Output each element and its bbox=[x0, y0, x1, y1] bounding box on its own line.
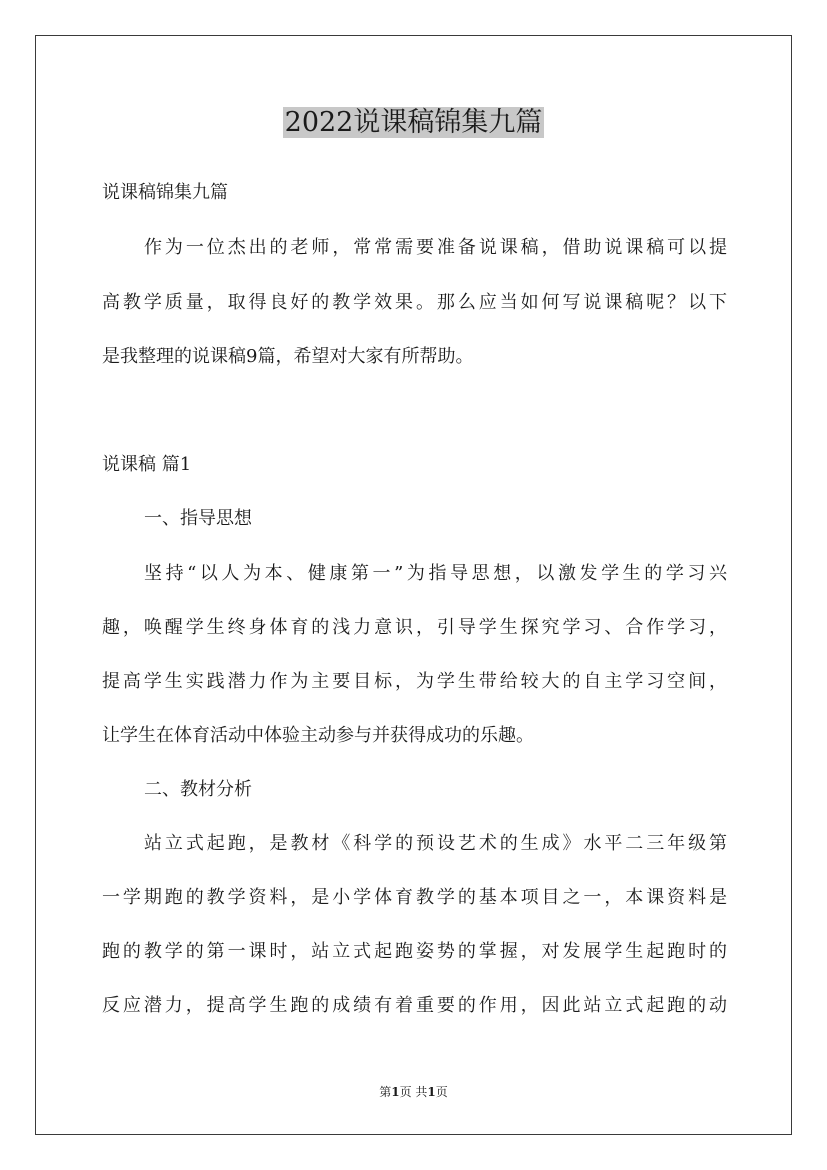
paragraph-line: 让学生在体育活动中体验主动参与并获得成功的乐趣。 bbox=[102, 725, 534, 746]
part-heading: 二、教材分析 bbox=[144, 779, 252, 800]
intro-line: 高教学质量，取得良好的教学效果。那么应当如何写说课稿呢？以下 bbox=[102, 292, 727, 313]
footer-prefix: 第 bbox=[379, 1085, 392, 1099]
page-footer bbox=[0, 1084, 827, 1100]
paragraph-line: 站立式起跑，是教材《科学的预设艺术的生成》水平二三年级第 bbox=[144, 833, 727, 854]
intro-line: 是我整理的说课稿9篇，希望对大家有所帮助。 bbox=[102, 346, 474, 367]
section-heading: 说课稿 篇1 bbox=[102, 454, 192, 475]
paragraph-line: 反应潜力，提高学生跑的成绩有着重要的作用，因此站立式起跑的动 bbox=[102, 995, 727, 1016]
paragraph-line: 趣，唤醒学生终身体育的浅力意识，引导学生探究学习、合作学习， bbox=[102, 617, 727, 638]
document-title: 2022说课稿锦集九篇 bbox=[284, 107, 543, 138]
footer-total-pages: 1 bbox=[427, 1085, 436, 1099]
paragraph-line: 跑的教学的第一课时，站立式起跑姿势的掌握，对发展学生起跑时的 bbox=[102, 941, 727, 962]
part-heading: 一、指导思想 bbox=[144, 508, 252, 529]
footer-page-number: 1 bbox=[391, 1085, 400, 1099]
footer-suffix: 页 bbox=[435, 1085, 448, 1099]
paragraph-line: 提高学生实践潜力作为主要目标，为学生带给较大的自主学习空间， bbox=[102, 671, 727, 692]
paragraph-line: 一学期跑的教学资料，是小学体育教学的基本项目之一，本课资料是 bbox=[102, 887, 727, 908]
document-subtitle: 说课稿锦集九篇 bbox=[102, 182, 228, 203]
paragraph-line: 坚持“以人为本、健康第一”为指导思想，以激发学生的学习兴 bbox=[144, 563, 727, 584]
footer-mid: 页 共 bbox=[399, 1085, 428, 1099]
intro-line: 作为一位杰出的老师，常常需要准备说课稿，借助说课稿可以提 bbox=[144, 237, 727, 258]
